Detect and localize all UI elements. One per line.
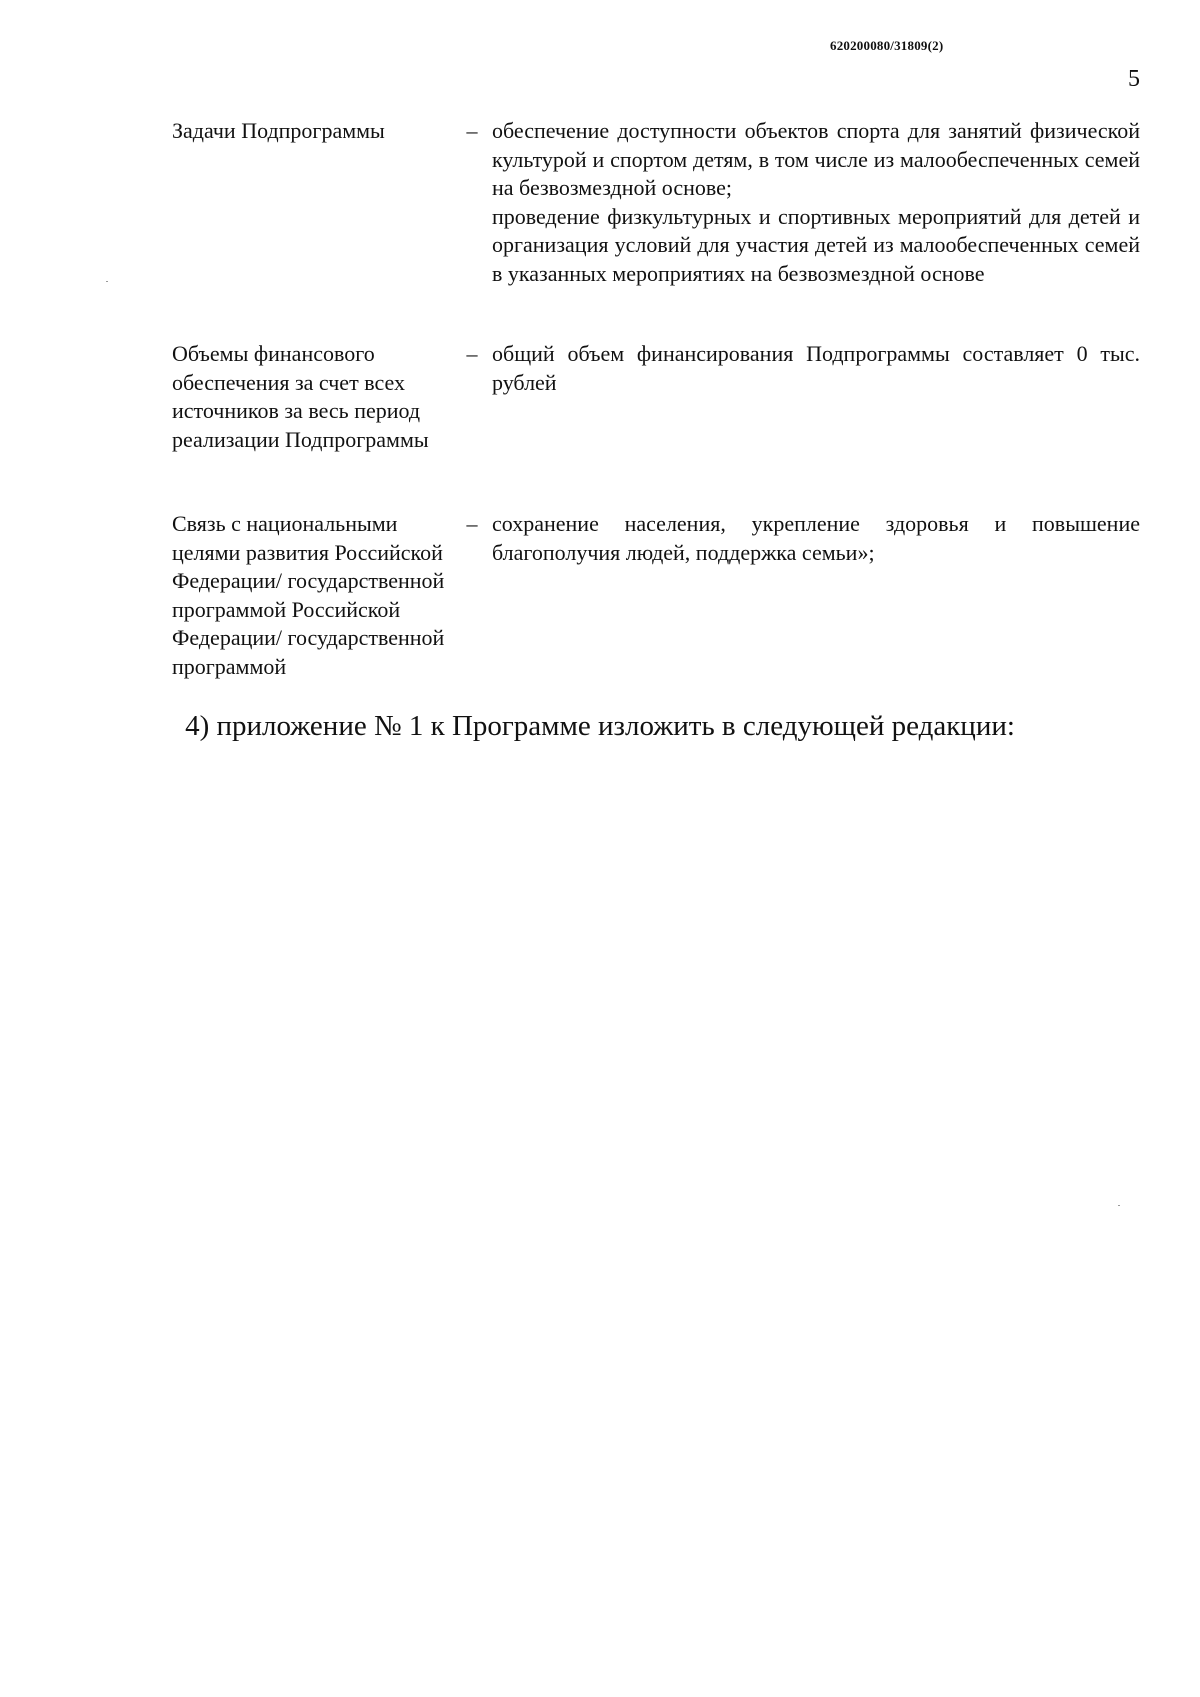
value-paragraph: общий объем финансирования Подпрограммы составляет 0 тыс. рублей [492,341,1140,395]
table-row-national-goals [172,510,1140,681]
value-paragraph: проведение физкультурных и спортивных мероприятий для детей и организация условий для участия детей из малообеспеченных семей в указанных мероприятиях на безвозмездной основе [492,203,1140,286]
row-dash: – [466,341,478,366]
row-dash: – [466,118,478,143]
row-dash: – [466,511,478,536]
scan-artifact [106,281,108,282]
value-paragraph: обеспечение доступности объектов спорта для занятий физической культурой и спортом детям, в том числе из малообеспеченных семей на безвозмездной основе; [492,118,1140,200]
value-paragraph: сохранение населения, укрепление здоровья и повышение благополучия людей, поддержка семьи»; [492,511,1140,565]
row-label: Задачи Подпрограммы [172,118,385,143]
row-value [492,340,1140,454]
table-row-objectives [172,117,1140,288]
scan-artifact [1118,1205,1120,1206]
document-code: 620200080/31809(2) [830,38,944,53]
instruction-line: 4) приложение № 1 к Программе изложить в следующей редакции: [185,710,1015,742]
table-row-funding [172,340,1140,454]
row-value [492,117,1140,288]
row-value [492,510,1140,681]
row-label: Связь с национальными целями развития Российской Федерации/ государственной программой Российской Федерации/ государственной программой [172,511,445,679]
row-label: Объемы финансового обеспечения за счет всех источников за весь период реализации Подпрограммы [172,341,429,452]
page-number: 5 [1128,66,1140,92]
